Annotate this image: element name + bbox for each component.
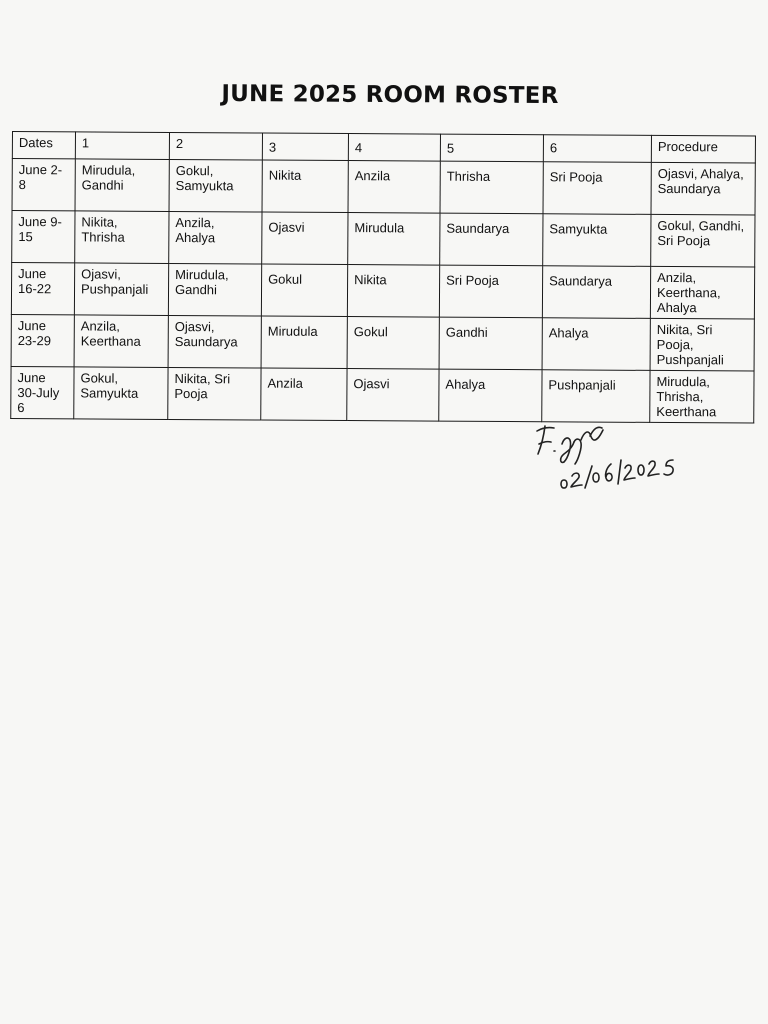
room-6-cell: Samyukta — [543, 214, 651, 267]
room-4-cell: Mirudula — [348, 213, 440, 266]
procedure-cell: Ojasvi, Ahalya, Saundarya — [651, 162, 755, 215]
column-header: Procedure — [651, 135, 755, 163]
room-2-cell: Mirudula, Gandhi — [168, 263, 261, 316]
room-6-cell: Sri Pooja — [543, 162, 651, 215]
column-header: 4 — [348, 134, 440, 162]
dates-cell: June 2-8 — [12, 159, 75, 211]
dates-cell: June 9-15 — [12, 211, 75, 263]
column-header: 1 — [75, 132, 169, 160]
room-3-cell: Mirudula — [261, 316, 347, 369]
room-2-cell: Nikita, Sri Pooja — [168, 367, 261, 420]
dates-cell: June 30-July 6 — [11, 366, 74, 418]
room-2-cell: Anzila, Ahalya — [169, 211, 262, 264]
room-4-cell: Gokul — [347, 317, 439, 370]
room-5-cell: Thrisha — [440, 161, 543, 214]
room-6-cell: Pushpanjali — [542, 370, 650, 423]
procedure-cell: Nikita, Sri Pooja, Pushpanjali — [650, 318, 754, 371]
procedure-cell: Gokul, Gandhi, Sri Pooja — [651, 214, 755, 267]
room-3-cell: Ojasvi — [262, 212, 348, 265]
room-1-cell: Mirudula, Gandhi — [75, 159, 169, 212]
room-4-cell: Nikita — [347, 265, 439, 318]
room-5-cell: Saundarya — [440, 213, 543, 266]
room-4-cell: Anzila — [348, 161, 440, 214]
room-2-cell: Ojasvi, Saundarya — [168, 315, 261, 368]
roster-table — [10, 131, 756, 424]
table-row — [11, 263, 754, 320]
dates-cell: June 23-29 — [11, 314, 74, 366]
table-row — [12, 211, 755, 268]
room-5-cell: Gandhi — [439, 317, 542, 370]
room-3-cell: Nikita — [262, 160, 348, 213]
dates-cell: June 16-22 — [11, 263, 74, 315]
room-5-cell: Ahalya — [439, 369, 542, 422]
handwritten-signature — [528, 418, 708, 498]
room-1-cell: Ojasvi, Pushpanjali — [74, 263, 168, 316]
table-row — [11, 366, 754, 423]
room-2-cell: Gokul, Samyukta — [169, 159, 262, 212]
room-3-cell: Gokul — [261, 264, 347, 317]
table-row — [11, 314, 754, 371]
room-3-cell: Anzila — [261, 368, 347, 421]
table-row — [12, 159, 755, 216]
room-1-cell: Gokul, Samyukta — [74, 367, 168, 420]
room-4-cell: Ojasvi — [347, 369, 439, 422]
room-6-cell: Saundarya — [542, 266, 650, 319]
room-1-cell: Anzila, Keerthana — [74, 315, 168, 368]
room-5-cell: Sri Pooja — [439, 265, 542, 318]
column-header: 2 — [169, 132, 262, 160]
column-header: 6 — [543, 135, 651, 163]
procedure-cell: Mirudula, Thrisha, Keerthana — [650, 370, 754, 423]
room-1-cell: Nikita, Thrisha — [75, 211, 169, 264]
procedure-cell: Anzila, Keerthana, Ahalya — [650, 266, 754, 319]
room-6-cell: Ahalya — [542, 318, 650, 371]
column-header: Dates — [12, 132, 75, 159]
page-title: JUNE 2025 ROOM ROSTER — [221, 80, 559, 110]
column-header: 3 — [262, 133, 348, 161]
column-header: 5 — [440, 134, 543, 162]
